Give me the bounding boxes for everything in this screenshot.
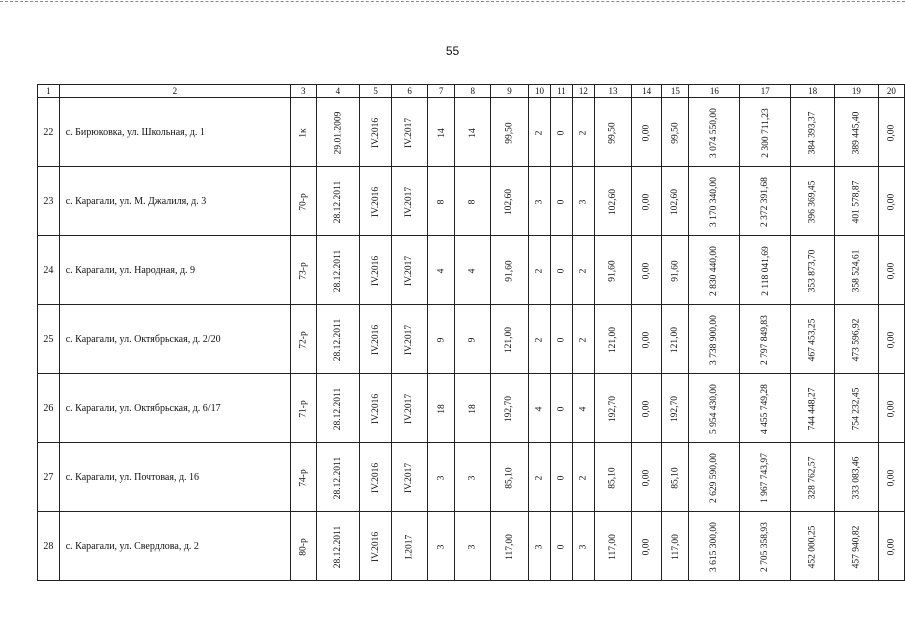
cell-value: 0 [556, 130, 567, 135]
cell-value: 0,00 [641, 538, 652, 555]
cell-col-4 [316, 236, 360, 305]
cell-value: 9 [436, 337, 447, 342]
cell-col-2: с. Карагали, ул. Свердлова, д. 2 [59, 512, 290, 581]
cell-value: 2 [534, 475, 545, 480]
cell-value: IV.2017 [404, 186, 415, 217]
page-top-border [0, 1, 905, 2]
cell-value: 0,00 [886, 400, 897, 417]
column-header-13: 13 [595, 85, 632, 98]
cell-col-3 [291, 236, 317, 305]
cell-col-10 [528, 98, 550, 167]
column-header-15: 15 [662, 85, 689, 98]
cell-col-20 [878, 305, 904, 374]
cell-value: 121,00 [608, 326, 619, 353]
cell-value: 18 [467, 403, 478, 414]
cell-value: 117,00 [504, 533, 515, 560]
cell-value: 3 [534, 544, 545, 549]
cell-value: IV.2017 [404, 393, 415, 424]
cell-value: IV.2016 [370, 462, 381, 493]
cell-value: 1 967 743,97 [760, 452, 771, 503]
cell-value: 0 [556, 199, 567, 204]
cell-col-6 [392, 374, 428, 443]
cell-value: 99,50 [504, 121, 515, 144]
cell-col-18 [791, 374, 835, 443]
cell-col-1: 25 [38, 305, 60, 374]
cell-value: 2 797 849,83 [760, 314, 771, 365]
cell-value: 71-р [298, 399, 309, 418]
cell-value: 0 [556, 475, 567, 480]
cell-col-19 [834, 305, 878, 374]
cell-col-5 [360, 443, 392, 512]
cell-col-12 [572, 305, 594, 374]
cell-value: 4 455 749,28 [760, 383, 771, 434]
cell-col-4 [316, 167, 360, 236]
cell-col-12 [572, 236, 594, 305]
cell-value: IV.2017 [404, 255, 415, 286]
cell-col-3 [291, 374, 317, 443]
cell-value: 117,00 [670, 533, 681, 560]
cell-col-11 [551, 167, 572, 236]
cell-value: 2 830 440,00 [709, 245, 720, 296]
cell-col-15 [662, 98, 689, 167]
cell-col-19 [834, 443, 878, 512]
cell-col-9 [491, 512, 529, 581]
cell-value: 0,00 [641, 400, 652, 417]
cell-col-14 [632, 443, 662, 512]
cell-col-15 [662, 305, 689, 374]
cell-value: 8 [467, 199, 478, 204]
column-header-1: 1 [38, 85, 60, 98]
cell-value: 3 [578, 544, 589, 549]
cell-value: 85,10 [504, 466, 515, 489]
cell-col-2: с. Карагали, ул. Октябрьская, д. 6/17 [59, 374, 290, 443]
cell-col-2: с. Бирюковка, ул. Школьная, д. 1 [59, 98, 290, 167]
cell-col-5 [360, 167, 392, 236]
cell-col-8 [455, 512, 491, 581]
cell-value: 754 232,45 [851, 387, 862, 430]
cell-col-4 [316, 305, 360, 374]
cell-value: 353 873,70 [807, 249, 818, 292]
cell-col-4 [316, 98, 360, 167]
cell-col-11 [551, 512, 572, 581]
table-row [38, 167, 905, 236]
cell-col-11 [551, 374, 572, 443]
column-header-12: 12 [572, 85, 594, 98]
cell-value: IV.2016 [370, 324, 381, 355]
cell-col-10 [528, 374, 550, 443]
column-header-5: 5 [360, 85, 392, 98]
cell-value: 192,70 [670, 395, 681, 422]
cell-col-20 [878, 236, 904, 305]
cell-col-20 [878, 167, 904, 236]
cell-col-3 [291, 167, 317, 236]
housing-register-table [37, 84, 905, 581]
cell-col-9 [491, 374, 529, 443]
cell-value: 3 [534, 199, 545, 204]
cell-value: 0,00 [886, 538, 897, 555]
cell-col-17 [740, 443, 791, 512]
cell-value: 2 [578, 337, 589, 342]
cell-col-6 [392, 98, 428, 167]
cell-col-5 [360, 305, 392, 374]
cell-col-10 [528, 443, 550, 512]
cell-value: 3 [467, 475, 478, 480]
cell-col-12 [572, 443, 594, 512]
cell-col-2: с. Карагали, ул. М. Джалиля, д. 3 [59, 167, 290, 236]
cell-col-19 [834, 374, 878, 443]
cell-col-14 [632, 374, 662, 443]
cell-col-10 [528, 236, 550, 305]
cell-col-14 [632, 305, 662, 374]
cell-value: 29.01.2009 [332, 111, 343, 154]
cell-value: 0,00 [641, 262, 652, 279]
cell-col-18 [791, 98, 835, 167]
cell-col-2: с. Карагали, ул. Октябрьская, д. 2/20 [59, 305, 290, 374]
cell-col-16 [689, 374, 740, 443]
cell-value: 333 083,46 [851, 456, 862, 499]
cell-col-2: с. Карагали, ул. Почтовая, д. 16 [59, 443, 290, 512]
cell-value: 72-р [298, 330, 309, 349]
cell-col-20 [878, 374, 904, 443]
cell-value: 0 [556, 544, 567, 549]
cell-col-16 [689, 236, 740, 305]
cell-col-13 [595, 98, 632, 167]
column-number-header [38, 85, 905, 98]
column-header-20: 20 [878, 85, 904, 98]
cell-col-20 [878, 512, 904, 581]
cell-value: 384 393,37 [807, 111, 818, 154]
cell-col-6 [392, 236, 428, 305]
cell-col-16 [689, 512, 740, 581]
cell-value: 0,00 [886, 262, 897, 279]
cell-value: IV.2017 [404, 462, 415, 493]
cell-col-12 [572, 374, 594, 443]
cell-value: 0 [556, 406, 567, 411]
cell-col-16 [689, 98, 740, 167]
column-header-19: 19 [834, 85, 878, 98]
column-header-18: 18 [791, 85, 835, 98]
cell-value: IV.2016 [370, 117, 381, 148]
cell-col-18 [791, 167, 835, 236]
cell-value: 0,00 [641, 124, 652, 141]
cell-col-7 [428, 236, 455, 305]
cell-col-7 [428, 167, 455, 236]
cell-col-8 [455, 305, 491, 374]
cell-col-9 [491, 98, 529, 167]
table-row [38, 98, 905, 167]
cell-value: 0 [556, 337, 567, 342]
cell-value: 0,00 [886, 193, 897, 210]
cell-col-3 [291, 512, 317, 581]
cell-value: 91,60 [608, 259, 619, 282]
cell-value: 9 [467, 337, 478, 342]
cell-col-3 [291, 305, 317, 374]
cell-col-13 [595, 167, 632, 236]
cell-value: 74-р [298, 468, 309, 487]
column-header-14: 14 [632, 85, 662, 98]
cell-value: 3 170 340,00 [709, 176, 720, 227]
cell-value: 452 000,25 [807, 525, 818, 568]
cell-value: 28.12.2011 [332, 318, 343, 361]
cell-col-18 [791, 305, 835, 374]
cell-col-17 [740, 236, 791, 305]
cell-value: 3 738 900,00 [709, 314, 720, 365]
cell-col-14 [632, 236, 662, 305]
cell-value: 117,00 [608, 533, 619, 560]
cell-col-13 [595, 236, 632, 305]
cell-col-3 [291, 443, 317, 512]
cell-value: 457 940,82 [851, 525, 862, 568]
cell-value: 467 453,25 [807, 318, 818, 361]
cell-col-14 [632, 98, 662, 167]
cell-col-20 [878, 98, 904, 167]
cell-value: 18 [436, 403, 447, 414]
cell-value: 0,00 [641, 331, 652, 348]
cell-value: 389 445,40 [851, 111, 862, 154]
cell-value: 70-р [298, 192, 309, 211]
cell-value: 0,00 [886, 331, 897, 348]
cell-col-12 [572, 98, 594, 167]
cell-col-13 [595, 305, 632, 374]
cell-value: 80-р [298, 537, 309, 556]
cell-col-7 [428, 305, 455, 374]
cell-col-18 [791, 443, 835, 512]
cell-value: 0,00 [886, 469, 897, 486]
cell-value: 91,60 [670, 259, 681, 282]
cell-value: 5 954 430,00 [709, 383, 720, 434]
cell-col-15 [662, 236, 689, 305]
cell-col-8 [455, 98, 491, 167]
cell-col-16 [689, 167, 740, 236]
column-header-8: 8 [455, 85, 491, 98]
cell-value: 744 448,27 [807, 387, 818, 430]
cell-value: 28.12.2011 [332, 180, 343, 223]
column-header-4: 4 [316, 85, 360, 98]
cell-col-16 [689, 305, 740, 374]
cell-value: IV.2017 [404, 324, 415, 355]
cell-col-17 [740, 98, 791, 167]
cell-value: 2 [578, 475, 589, 480]
cell-col-7 [428, 98, 455, 167]
cell-col-4 [316, 443, 360, 512]
cell-value: 73-р [298, 261, 309, 280]
cell-col-15 [662, 167, 689, 236]
cell-value: 121,00 [504, 326, 515, 353]
cell-value: 121,00 [670, 326, 681, 353]
cell-value: 102,60 [670, 188, 681, 215]
cell-value: 3 [467, 544, 478, 549]
cell-col-8 [455, 443, 491, 512]
cell-col-20 [878, 443, 904, 512]
cell-col-18 [791, 512, 835, 581]
cell-value: 3 074 550,00 [709, 107, 720, 158]
cell-value: 358 524,61 [851, 249, 862, 292]
cell-value: 28.12.2011 [332, 249, 343, 292]
cell-col-10 [528, 512, 550, 581]
cell-value: 14 [436, 127, 447, 138]
cell-col-1: 22 [38, 98, 60, 167]
cell-col-8 [455, 236, 491, 305]
cell-col-11 [551, 236, 572, 305]
cell-value: 1к [298, 127, 309, 138]
cell-value: 396 369,45 [807, 180, 818, 223]
cell-col-17 [740, 305, 791, 374]
cell-value: 8 [436, 199, 447, 204]
cell-col-16 [689, 443, 740, 512]
cell-col-14 [632, 167, 662, 236]
cell-value: 0,00 [641, 469, 652, 486]
cell-value: 99,50 [608, 121, 619, 144]
cell-value: 192,70 [504, 395, 515, 422]
cell-col-17 [740, 167, 791, 236]
column-header-6: 6 [392, 85, 428, 98]
cell-col-6 [392, 512, 428, 581]
cell-value: 4 [467, 268, 478, 273]
column-header-10: 10 [528, 85, 550, 98]
cell-value: 91,60 [504, 259, 515, 282]
cell-col-1: 28 [38, 512, 60, 581]
cell-col-2: с. Карагали, ул. Народная, д. 9 [59, 236, 290, 305]
cell-col-1: 26 [38, 374, 60, 443]
cell-value: 2 300 711,23 [760, 107, 771, 158]
cell-value: 328 762,57 [807, 456, 818, 499]
cell-col-3 [291, 98, 317, 167]
table-row [38, 374, 905, 443]
cell-col-5 [360, 374, 392, 443]
cell-value: 102,60 [608, 188, 619, 215]
cell-value: 4 [534, 406, 545, 411]
cell-col-5 [360, 98, 392, 167]
cell-col-17 [740, 374, 791, 443]
cell-col-4 [316, 374, 360, 443]
column-header-16: 16 [689, 85, 740, 98]
cell-value: 2 [534, 268, 545, 273]
table-row [38, 305, 905, 374]
cell-col-9 [491, 167, 529, 236]
cell-col-9 [491, 305, 529, 374]
cell-value: 2 [534, 130, 545, 135]
cell-value: IV.2016 [370, 186, 381, 217]
cell-col-18 [791, 236, 835, 305]
cell-col-1: 24 [38, 236, 60, 305]
cell-col-7 [428, 374, 455, 443]
cell-value: 85,10 [670, 466, 681, 489]
page-number: 55 [445, 44, 460, 58]
cell-value: 2 [578, 130, 589, 135]
cell-value: 99,50 [670, 121, 681, 144]
cell-col-15 [662, 443, 689, 512]
cell-value: 401 578,87 [851, 180, 862, 223]
cell-col-9 [491, 236, 529, 305]
cell-col-9 [491, 443, 529, 512]
cell-value: 14 [467, 127, 478, 138]
cell-value: 2 705 358,93 [760, 521, 771, 572]
column-header-2: 2 [59, 85, 290, 98]
cell-col-12 [572, 167, 594, 236]
cell-value: 28.12.2011 [332, 525, 343, 568]
cell-col-13 [595, 374, 632, 443]
cell-value: IV.2016 [370, 393, 381, 424]
cell-col-12 [572, 512, 594, 581]
cell-col-14 [632, 512, 662, 581]
cell-value: I.2017 [404, 534, 415, 559]
cell-col-10 [528, 167, 550, 236]
cell-value: IV.2016 [370, 255, 381, 286]
cell-value: IV.2016 [370, 531, 381, 562]
cell-col-13 [595, 443, 632, 512]
column-header-9: 9 [491, 85, 529, 98]
cell-col-6 [392, 167, 428, 236]
cell-col-6 [392, 443, 428, 512]
cell-col-11 [551, 305, 572, 374]
cell-value: 2 [534, 337, 545, 342]
cell-value: 3 [436, 475, 447, 480]
column-header-7: 7 [428, 85, 455, 98]
cell-col-19 [834, 236, 878, 305]
cell-value: 0,00 [886, 124, 897, 141]
cell-col-17 [740, 512, 791, 581]
cell-col-19 [834, 98, 878, 167]
cell-value: 3 [578, 199, 589, 204]
cell-col-1: 23 [38, 167, 60, 236]
cell-value: 28.12.2011 [332, 387, 343, 430]
table-row [38, 512, 905, 581]
column-header-11: 11 [551, 85, 572, 98]
cell-col-4 [316, 512, 360, 581]
cell-col-1: 27 [38, 443, 60, 512]
cell-col-10 [528, 305, 550, 374]
cell-col-19 [834, 512, 878, 581]
cell-col-13 [595, 512, 632, 581]
cell-col-11 [551, 443, 572, 512]
cell-col-8 [455, 374, 491, 443]
cell-col-15 [662, 374, 689, 443]
cell-value: 2 372 391,68 [760, 176, 771, 227]
cell-col-6 [392, 305, 428, 374]
cell-col-7 [428, 512, 455, 581]
cell-value: 4 [578, 406, 589, 411]
table-row [38, 236, 905, 305]
cell-value: 2 118 041,69 [760, 245, 771, 296]
cell-value: IV.2017 [404, 117, 415, 148]
cell-value: 3 [436, 544, 447, 549]
cell-col-15 [662, 512, 689, 581]
table-row [38, 443, 905, 512]
cell-value: 0 [556, 268, 567, 273]
cell-value: 2 629 590,00 [709, 452, 720, 503]
cell-col-5 [360, 236, 392, 305]
column-header-17: 17 [740, 85, 791, 98]
cell-col-19 [834, 167, 878, 236]
cell-value: 0,00 [641, 193, 652, 210]
cell-value: 3 615 300,00 [709, 521, 720, 572]
cell-col-7 [428, 443, 455, 512]
cell-col-8 [455, 167, 491, 236]
cell-value: 2 [578, 268, 589, 273]
cell-value: 28.12.2011 [332, 456, 343, 499]
cell-col-5 [360, 512, 392, 581]
cell-value: 473 596,92 [851, 318, 862, 361]
cell-value: 192,70 [608, 395, 619, 422]
cell-value: 4 [436, 268, 447, 273]
cell-value: 102,60 [504, 188, 515, 215]
column-header-3: 3 [291, 85, 317, 98]
cell-col-11 [551, 98, 572, 167]
cell-value: 85,10 [608, 466, 619, 489]
